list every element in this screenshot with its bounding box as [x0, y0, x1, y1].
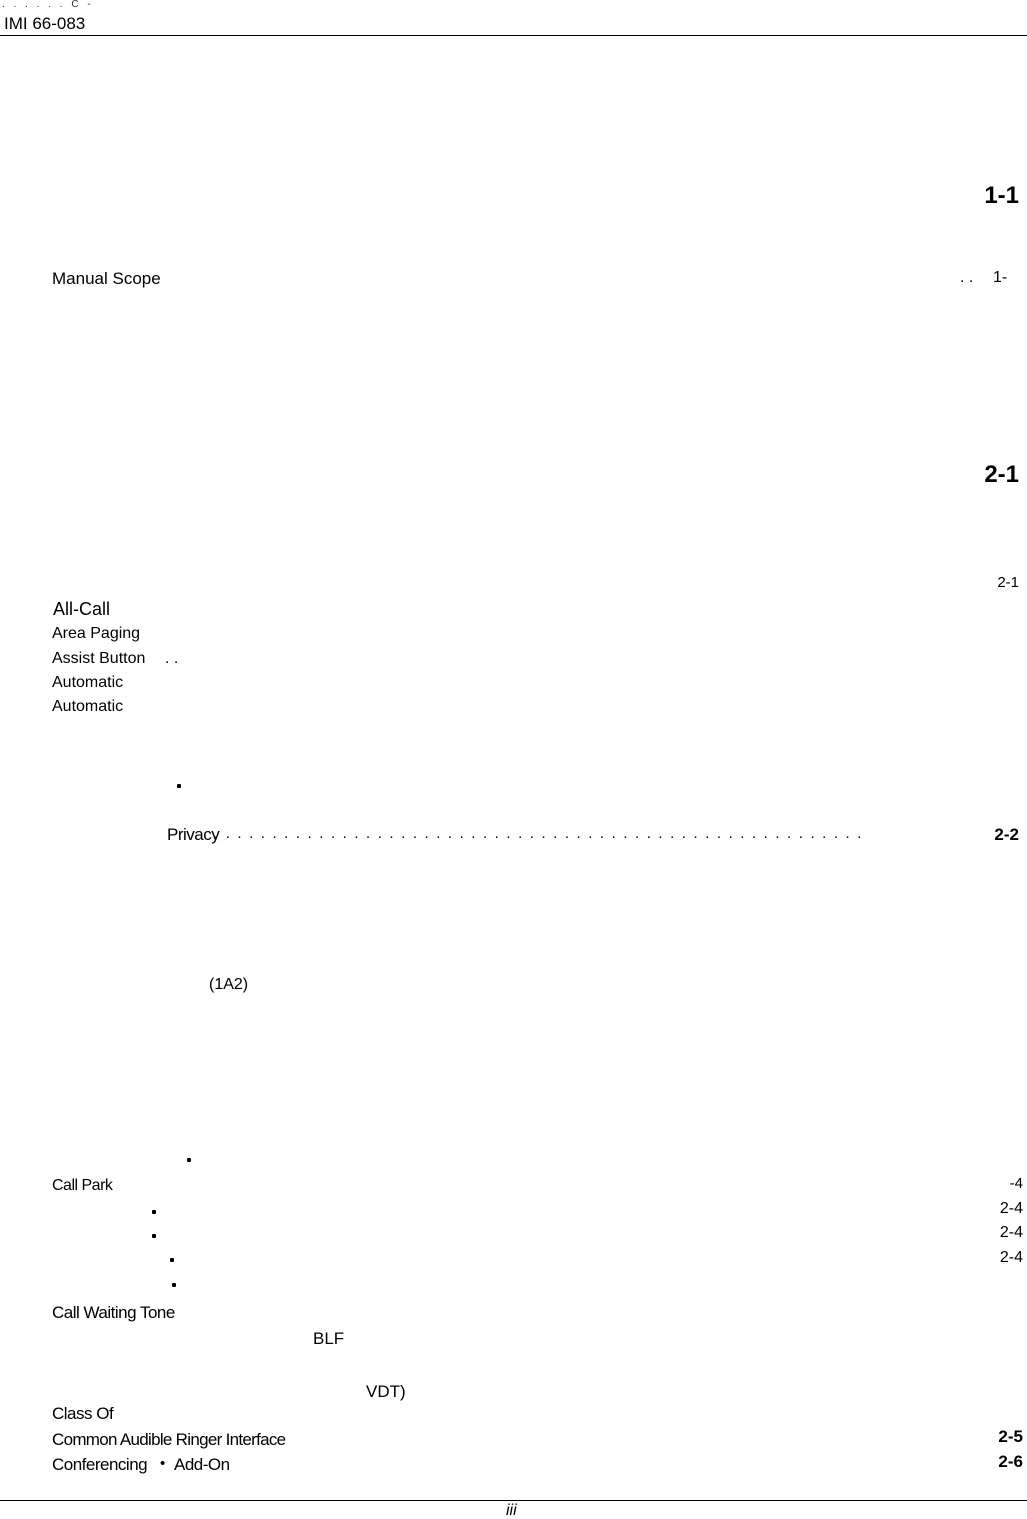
toc-entry-label: Class Of: [52, 1404, 114, 1423]
chapter-1-page: 1-1: [984, 182, 1019, 209]
bullet-mark: [152, 1210, 156, 1214]
bullet-mark: [170, 1258, 174, 1262]
toc-entry-page: 2-2: [994, 825, 1019, 844]
toc-entry-label: Area Paging: [52, 625, 141, 642]
toc-entry-label: Manual Scope: [52, 269, 161, 288]
page-number: iii: [506, 1502, 517, 1519]
toc-entry-label: Automatic: [52, 698, 124, 715]
toc-entry-leader: . .: [960, 269, 974, 286]
toc-entry-label: Call Park: [52, 1177, 113, 1194]
toc-entry-leader: . .: [165, 650, 179, 667]
footer-rule: [0, 1500, 1027, 1501]
toc-entry-label: Assist Button: [52, 650, 146, 667]
bullet-mark: [187, 1158, 191, 1162]
scan-marks: . . . . . . C -: [2, 0, 94, 10]
toc-entry-label: All-Call: [53, 599, 111, 619]
toc-entry-page: 1-: [993, 269, 1008, 286]
toc-entry-label: Conferencing: [52, 1455, 148, 1474]
toc-entry-page: 2-5: [998, 1427, 1023, 1446]
header-rule: [0, 35, 1027, 36]
toc-entry-page: -4: [1009, 1175, 1023, 1192]
toc-entry-label: Add-On: [174, 1455, 230, 1474]
toc-entry-leader: . . . . . . . . . . . . . . . . . . . . . . . . . . . . . . . . . . . . . . . . . . . . . . . . . . . . . . . .: [214, 825, 864, 842]
toc-entry-label: Privacy: [167, 825, 220, 844]
toc-entry-label: Common Audible Ringer Interface: [52, 1430, 286, 1449]
toc-entry-page: 2-4: [999, 1224, 1023, 1241]
document-id: IMI 66-083: [4, 14, 86, 33]
toc-entry-label: Call Waiting Tone: [52, 1303, 175, 1322]
toc-entry-leader: •: [160, 1455, 166, 1472]
toc-entry-page: 2-6: [998, 1452, 1023, 1471]
toc-entry-label: Automatic: [52, 674, 124, 691]
toc-entry-label: (1A2): [209, 976, 249, 993]
toc-entry-page: 2-4: [999, 1249, 1023, 1266]
toc-entry-page: 2-4: [999, 1200, 1023, 1217]
chapter-2-page: 2-1: [984, 461, 1019, 488]
toc-entry-label: BLF: [313, 1329, 345, 1348]
bullet-mark: [152, 1234, 156, 1238]
bullet-mark: [177, 784, 181, 788]
toc-entry-label: VDT): [366, 1382, 406, 1401]
bullet-mark: [172, 1283, 176, 1287]
toc-entry-page: 2-1: [997, 574, 1019, 591]
